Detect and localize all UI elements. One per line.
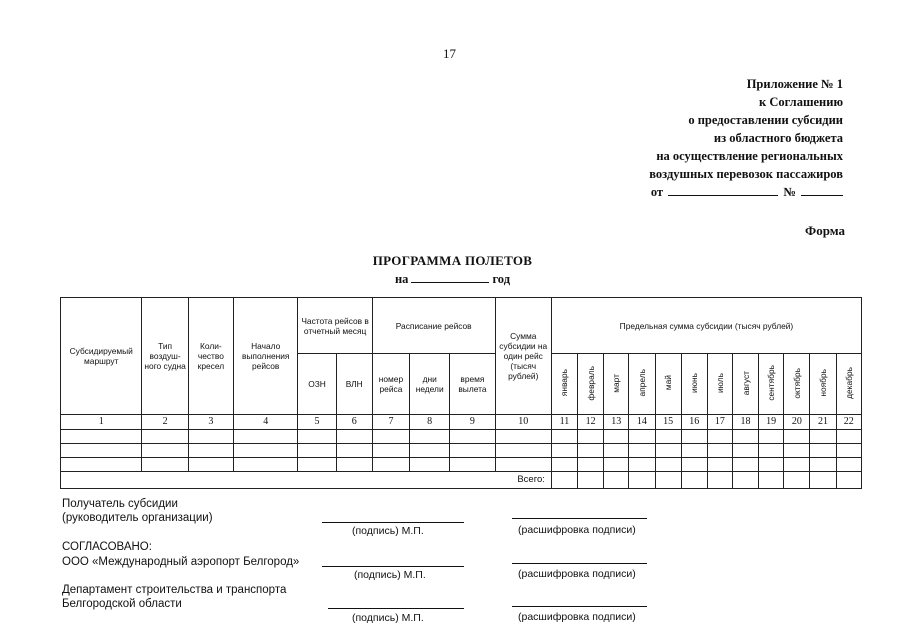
header-flight-no: номер рейса xyxy=(372,354,409,415)
col-number: 7 xyxy=(372,415,409,430)
col-number: 22 xyxy=(836,415,861,430)
month-label: февраль xyxy=(585,365,596,401)
col-number: 2 xyxy=(142,415,188,430)
number-blank xyxy=(801,183,843,196)
decode-caption: (расшифровка подписи) xyxy=(518,611,636,623)
header-month xyxy=(578,354,604,415)
signature-caption: (подпись) М.П. xyxy=(352,525,424,537)
header-seats: Коли-чество кресел xyxy=(188,298,233,415)
decode-caption: (расшифровка подписи) xyxy=(518,568,636,580)
appendix-block xyxy=(583,75,843,201)
header-limit: Предельная сумма субсидии (тысяч рублей) xyxy=(551,298,861,354)
header-month xyxy=(681,354,707,415)
airport-label: ООО «Международный аэропорт Белгород» xyxy=(62,556,300,568)
header-schedule: Расписание рейсов xyxy=(372,298,495,354)
header-frequency: Частота рейсов в отчетный месяц xyxy=(298,298,372,354)
header-month xyxy=(810,354,836,415)
flight-program-table xyxy=(60,297,862,489)
document-subtitle xyxy=(0,270,905,287)
decode-line xyxy=(512,518,647,519)
header-month xyxy=(732,354,758,415)
header-month xyxy=(784,354,810,415)
header-aircraft-type: Тип воздуш-ного судна xyxy=(142,298,188,415)
col-number: 19 xyxy=(759,415,784,430)
col-number: 1 xyxy=(61,415,142,430)
decode-line xyxy=(512,563,647,564)
header-weekdays: дни недели xyxy=(410,354,450,415)
from-label: от xyxy=(650,185,664,199)
col-number: 16 xyxy=(681,415,707,430)
year-blank xyxy=(411,270,489,283)
agreed-label: СОГЛАСОВАНО: xyxy=(62,541,152,553)
col-number: 9 xyxy=(450,415,495,430)
total-row xyxy=(61,472,862,489)
header-departure: время вылета xyxy=(450,354,495,415)
signature-line xyxy=(328,608,464,609)
header-month xyxy=(655,354,681,415)
signature-line xyxy=(322,522,464,523)
col-number: 5 xyxy=(298,415,336,430)
signature-caption: (подпись) М.П. xyxy=(352,612,424,624)
header-ozn: ОЗН xyxy=(298,354,336,415)
table-row xyxy=(61,444,862,458)
header-month xyxy=(759,354,784,415)
col-number: 6 xyxy=(336,415,372,430)
month-label: апрель xyxy=(636,369,647,397)
appendix-date-line xyxy=(583,183,843,201)
header-month xyxy=(551,354,577,415)
col-number: 11 xyxy=(551,415,577,430)
column-number-row xyxy=(61,415,862,430)
appendix-line: Приложение № 1 xyxy=(746,77,843,91)
appendix-line: о предоставлении субсидии xyxy=(688,113,843,127)
recipient-label-1: Получатель субсидии xyxy=(62,498,178,510)
col-number: 15 xyxy=(655,415,681,430)
month-label: июнь xyxy=(689,373,700,393)
decode-caption: (расшифровка подписи) xyxy=(518,524,636,536)
subtitle-prefix: на xyxy=(394,272,409,286)
col-number: 12 xyxy=(578,415,604,430)
col-number: 21 xyxy=(810,415,836,430)
col-number: 13 xyxy=(604,415,629,430)
appendix-line: на осуществление региональных xyxy=(656,149,843,163)
header-month xyxy=(707,354,732,415)
month-label: декабрь xyxy=(843,367,854,399)
col-number: 10 xyxy=(495,415,551,430)
col-number: 8 xyxy=(410,415,450,430)
page-number: 17 xyxy=(443,46,456,61)
decode-line xyxy=(512,606,647,607)
appendix-line: воздушных перевозок пассажиров xyxy=(649,167,843,181)
col-number: 20 xyxy=(784,415,810,430)
header-start: Начало выполнения рейсов xyxy=(234,298,298,415)
header-vln: ВЛН xyxy=(336,354,372,415)
document-title: ПРОГРАММА ПОЛЕТОВ xyxy=(372,253,533,268)
col-number: 4 xyxy=(234,415,298,430)
month-label: январь xyxy=(559,369,570,397)
month-label: июль xyxy=(714,372,725,394)
month-label: август xyxy=(740,370,751,396)
signature-line xyxy=(322,566,464,567)
appendix-line: из областного бюджета xyxy=(713,131,843,145)
col-number: 18 xyxy=(732,415,758,430)
department-label-2: Белгородской области xyxy=(62,598,182,610)
total-label: Всего: xyxy=(61,472,552,489)
col-number: 17 xyxy=(707,415,732,430)
recipient-label-2: (руководитель организации) xyxy=(62,512,213,524)
department-label-1: Департамент строительства и транспорта xyxy=(62,584,287,596)
col-number: 3 xyxy=(188,415,233,430)
header-route: Субсидируемый маршрут xyxy=(61,298,142,415)
table-row xyxy=(61,458,862,472)
month-label: ноябрь xyxy=(817,369,828,397)
signature-caption: (подпись) М.П. xyxy=(354,569,426,581)
appendix-line: к Соглашению xyxy=(759,95,843,109)
month-label: октябрь xyxy=(791,367,802,399)
header-month xyxy=(836,354,861,415)
subtitle-suffix: год xyxy=(492,272,511,286)
table-row xyxy=(61,430,862,444)
col-number: 14 xyxy=(629,415,655,430)
header-month xyxy=(604,354,629,415)
header-subsidy-per-flight: Сумма субсидии на один рейс (тысяч рублей) xyxy=(495,298,551,415)
form-label: Форма xyxy=(805,223,845,238)
month-label: май xyxy=(663,375,674,391)
month-label: сентябрь xyxy=(766,365,777,401)
date-blank xyxy=(668,183,778,196)
header-month xyxy=(629,354,655,415)
number-label: № xyxy=(783,185,796,199)
month-label: март xyxy=(611,373,622,393)
